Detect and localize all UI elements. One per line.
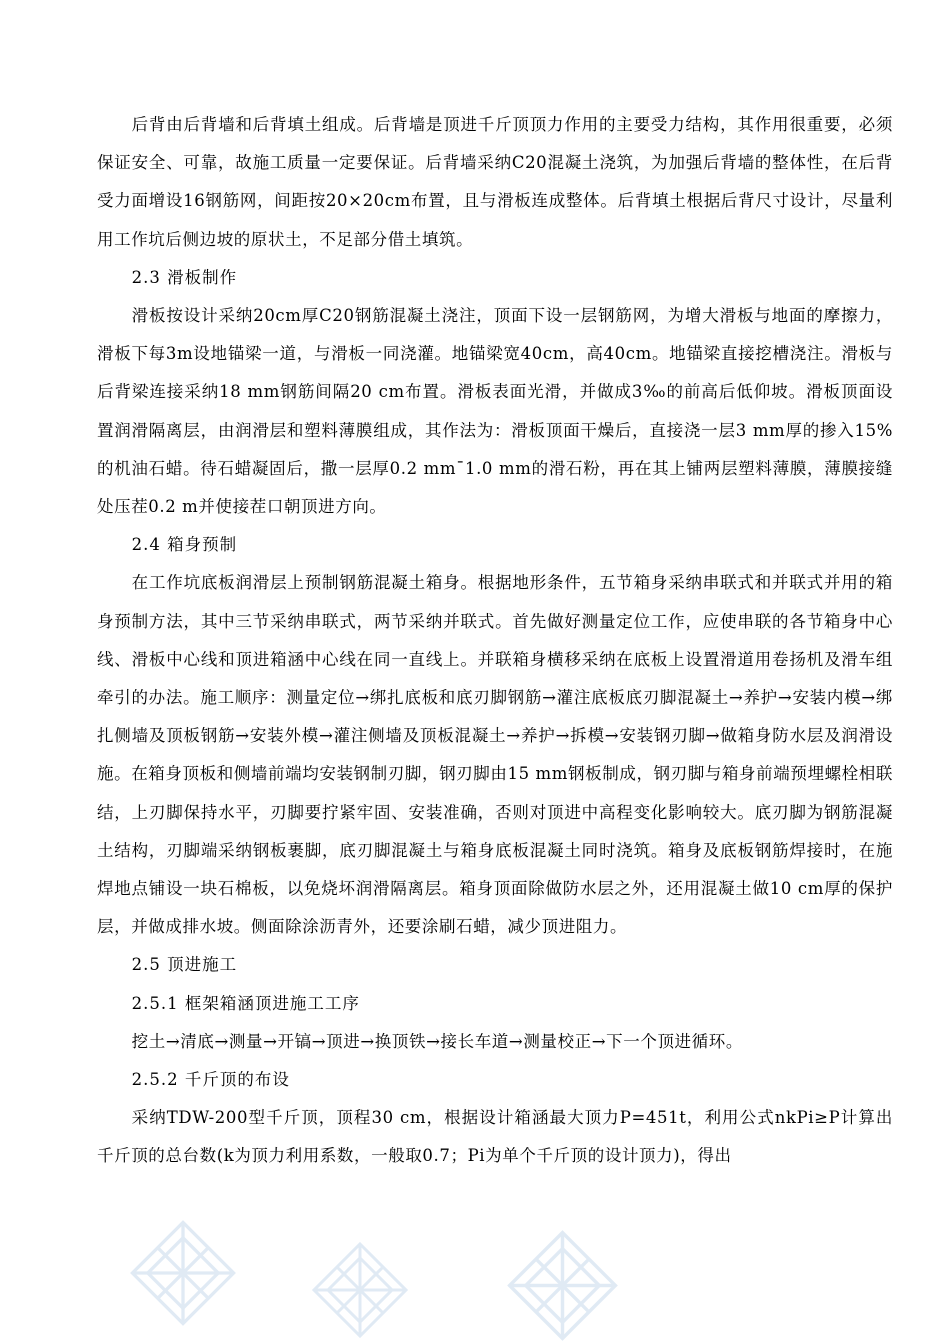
snowflake-icon (505, 1228, 620, 1343)
paragraph-slide-plate: 滑板按设计采纳20cm厚C20钢筋混凝土浇注，顶面下设一层钢筋网，为增大滑板与地面的摩擦力，滑板下每3m设地锚梁一道，与滑板一同浇灌。地锚梁宽40cm，高40cm。地锚梁直接挖槽浇注。滑板与后背梁连接采纳18 mm钢筋间隔20 cm布置。滑板表面光滑，并做成3‰的前高后低仰坡。滑板顶面设置润滑隔离层，由润滑层和塑料薄膜组成，其作法为：滑板顶面干燥后，直接浇一层3 mm厚的掺入15%的机油石蜡。待石蜡凝固后，撒一层厚0.2 mm¯1.0 mm的滑石粉，再在其上铺两层塑料薄膜，薄膜接缝处压茬0.2 m并使接茬口朝顶进方向。 (97, 306, 893, 517)
section-heading-2-5: 2.5 顶进施工 (131, 955, 238, 975)
snowflake-icon (128, 1218, 238, 1328)
paragraph-jacking-sequence: 挖土→清底→测量→开镐→顶进→换顶铁→接长车道→测量校正→下一个顶进循环。 (131, 1031, 743, 1051)
section-heading-2-5-2: 2.5.2 千斤顶的布设 (131, 1070, 290, 1090)
section-heading-2-5-1: 2.5.1 框架箱涵顶进施工工序 (131, 993, 360, 1013)
section-heading-2-3: 2.3 滑板制作 (131, 267, 238, 287)
section-heading-2-4: 2.4 箱身预制 (131, 535, 238, 555)
snowflake-icon (310, 1240, 410, 1340)
watermark-strip (0, 1210, 950, 1344)
paragraph-box-prefab: 在工作坑底板润滑层上预制钢筋混凝土箱身。根据地形条件，五节箱身采纳串联式和并联式并用的箱身预制方法，其中三节采纳串联式，两节采纳并联式。首先做好测量定位工作，应使串联的各节箱身中心线、滑板中心线和顶进箱涵中心线在同一直线上。并联箱身横移采纳在底板上设置滑道用卷扬机及滑车组牵引的办法。施工顺序：测量定位→绑扎底板和底刃脚钢筋→灌注底板底刃脚混凝土→养护→安装内模→绑扎侧墙及顶板钢筋→安装外模→灌注侧墙及顶板混凝土→养护→拆模→安装钢刃脚→做箱身防水层及润滑设施。在箱身顶板和侧墙前端均安装钢制刃脚，钢刃脚由15 mm钢板制成，钢刃脚与箱身前端预埋螺栓相联结，上刃脚保持水平，刃脚要拧紧牢固、安装准确，否则对顶进中高程变化影响较大。底刃脚为钢筋混凝土结构，刃脚端采纳钢板裹脚，底刃脚混凝土与箱身底板混凝土同时浇筑。箱身及底板钢筋焊接时，在施焊地点铺设一块石棉板，以免烧坏润滑隔离层。箱身顶面除做防水层之外，还用混凝土做10 cm厚的保护层，并做成排水坡。侧面除涂沥青外，还要涂刷石蜡，减少顶进阻力。 (97, 573, 893, 937)
paragraph-back-wall: 后背由后背墙和后背填土组成。后背墙是顶进千斤顶顶力作用的主要受力结构，其作用很重要，必须保证安全、可靠，故施工质量一定要保证。后背墙采纳C20混凝土浇筑，为加强后背墙的整体性，在后背受力面增设16钢筋网，间距按20×20cm布置，且与滑板连成整体。后背填土根据后背尺寸设计，尽量利用工作坑后侧边坡的原状土，不足部分借土填筑。 (97, 115, 893, 249)
paragraph-jack-layout: 采纳TDW-200型千斤顶，顶程30 cm，根据设计箱涵最大顶力P=451t，利用公式nkPi≥P计算出千斤顶的总台数(k为顶力利用系数，一般取0.7；Pi为单个千斤顶的设计顶力)，得出 (97, 1108, 893, 1166)
document-body (97, 106, 893, 1176)
